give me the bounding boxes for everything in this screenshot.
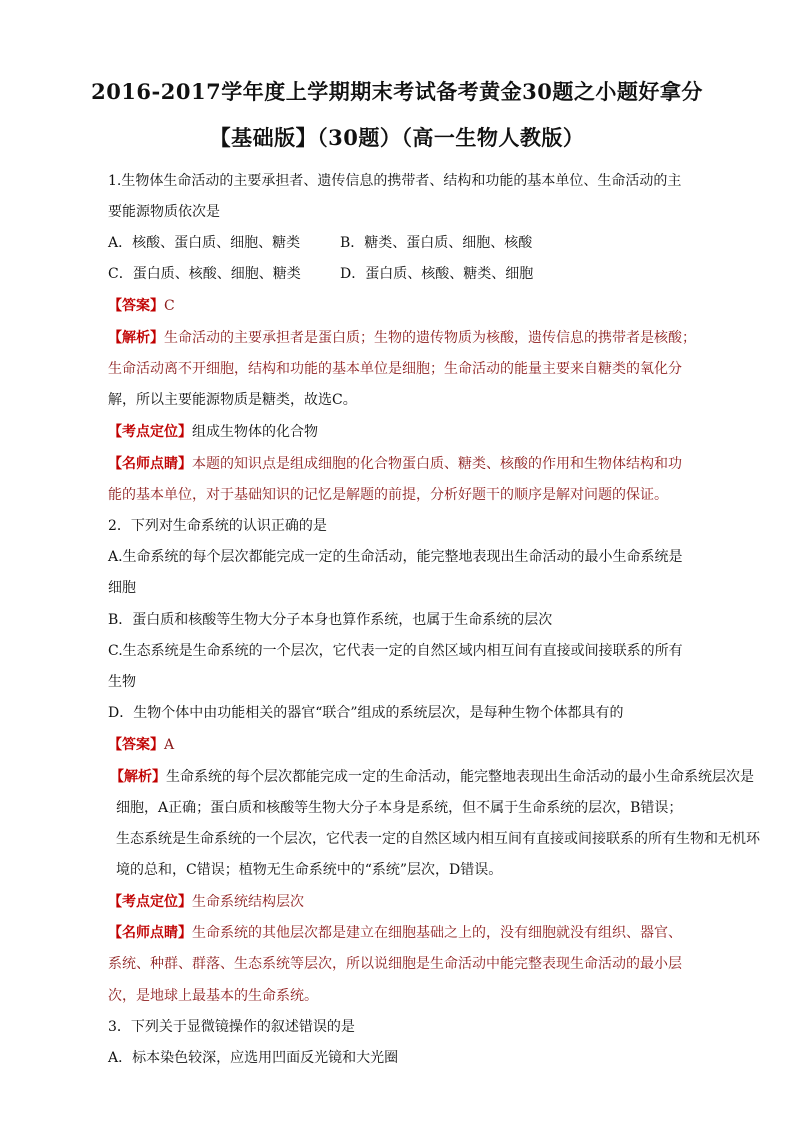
q2-option-c-line-2: 生物 — [108, 674, 136, 690]
title-line-1: 2016-2017学年度上学期期末考试备考黄金30题之小题好拿分 — [91, 79, 703, 104]
answer-value: A — [164, 737, 175, 753]
analysis-tag: 【解析】 — [110, 769, 166, 785]
answer-tag: 【答案】 — [108, 737, 164, 753]
q3-option-a: A．标本染色较深，应选用凹面反光镜和大光圈 — [108, 1050, 399, 1066]
q1-analysis-line-3: 解，所以主要能源物质是糖类，故选C。 — [108, 392, 357, 408]
q1-teacher-line-2: 能的基本单位，对于基础知识的记忆是解题的前提，分析好题干的顺序是解对问题的保证。 — [108, 487, 668, 503]
point-text: 组成生物体的化合物 — [192, 424, 318, 440]
q2-option-a-line-2: 细胞 — [108, 580, 136, 596]
q1-stem-line-1: 1.生物体生命活动的主要承担者、遗传信息的携带者、结构和功能的基本单位、生命活动的主 — [108, 173, 682, 189]
q1-answer — [108, 297, 175, 315]
point-tag: 【考点定位】 — [108, 894, 192, 910]
teacher-text: 生命系统的其他层次都是建立在细胞基础之上的，没有细胞就没有组织、器官、 — [192, 925, 682, 941]
title-line-2: 【基础版】（30题）（高一生物人教版） — [209, 125, 585, 150]
analysis-text: 生命系统的每个层次都能完成一定的生命活动，能完整地表现出生命活动的最小生命系统层次是 — [166, 769, 754, 785]
analysis-text: 生命活动的主要承担者是蛋白质；生物的遗传物质为核酸，遗传信息的携带者是核酸； — [164, 330, 696, 346]
q1-option-c: C．蛋白质、核酸、细胞、糖类 — [108, 266, 301, 282]
q2-teacher-line-3: 次，是地球上最基本的生命系统。 — [108, 988, 318, 1004]
q1-stem-line-2: 要能源物质依次是 — [108, 204, 220, 220]
answer-tag: 【答案】 — [108, 298, 164, 314]
q1-point — [108, 423, 318, 441]
q2-point — [108, 893, 304, 911]
q1-analysis-line-2: 生命活动离不开细胞，结构和功能的基本单位是细胞；生命活动的能量主要来自糖类的氧化分 — [108, 361, 682, 377]
q2-teacher-line-1 — [108, 924, 682, 942]
point-text: 生命系统结构层次 — [192, 894, 304, 910]
q2-analysis-line-3: 生态系统是生命系统的一个层次，它代表一定的自然区域内相互间有直接或间接联系的所有生物和无机环 — [116, 831, 760, 847]
q1-option-a: A．核酸、蛋白质、细胞、糖类 — [108, 235, 301, 251]
teacher-text: 本题的知识点是组成细胞的化合物蛋白质、糖类、核酸的作用和生物体结构和功 — [192, 456, 682, 472]
q1-analysis-line-1 — [108, 329, 696, 347]
q1-option-b: B．糖类、蛋白质、细胞、核酸 — [340, 235, 533, 251]
teacher-tag: 【名师点睛】 — [108, 925, 192, 941]
point-tag: 【考点定位】 — [108, 424, 192, 440]
q1-teacher-line-1 — [108, 455, 682, 473]
q2-option-a-line-1: A.生命系统的每个层次都能完成一定的生命活动，能完整地表现出生命活动的最小生命系统是 — [108, 549, 683, 565]
q2-teacher-line-2: 系统、种群、群落、生态系统等层次，所以说细胞是生命活动中能完整表现生命活动的最小层 — [108, 956, 682, 972]
q2-analysis-line-2: 细胞，A正确；蛋白质和核酸等生物大分子本身是系统，但不属于生命系统的层次，B错误； — [116, 800, 683, 816]
q2-option-c-line-1: C.生态系统是生命系统的一个层次，它代表一定的自然区域内相互间有直接或间接联系的所有 — [108, 643, 683, 659]
q1-option-d: D．蛋白质、核酸、糖类、细胞 — [340, 266, 534, 282]
q2-analysis-line-4: 境的总和，C错误；植物无生命系统中的“系统”层次，D错误。 — [116, 862, 503, 878]
teacher-tag: 【名师点睛】 — [108, 456, 192, 472]
q2-analysis-line-1 — [110, 768, 754, 786]
q2-answer — [108, 736, 174, 754]
q2-stem: 2．下列对生命系统的认识正确的是 — [108, 518, 327, 534]
answer-value: C — [164, 298, 175, 314]
q3-stem: 3．下列关于显微镜操作的叙述错误的是 — [108, 1019, 355, 1035]
q2-option-b: B．蛋白质和核酸等生物大分子本身也算作系统，也属于生命系统的层次 — [108, 612, 553, 628]
q2-option-d: D．生物个体中由功能相关的器官“联合”组成的系统层次，是每种生物个体都具有的 — [108, 705, 624, 721]
analysis-tag: 【解析】 — [108, 330, 164, 346]
